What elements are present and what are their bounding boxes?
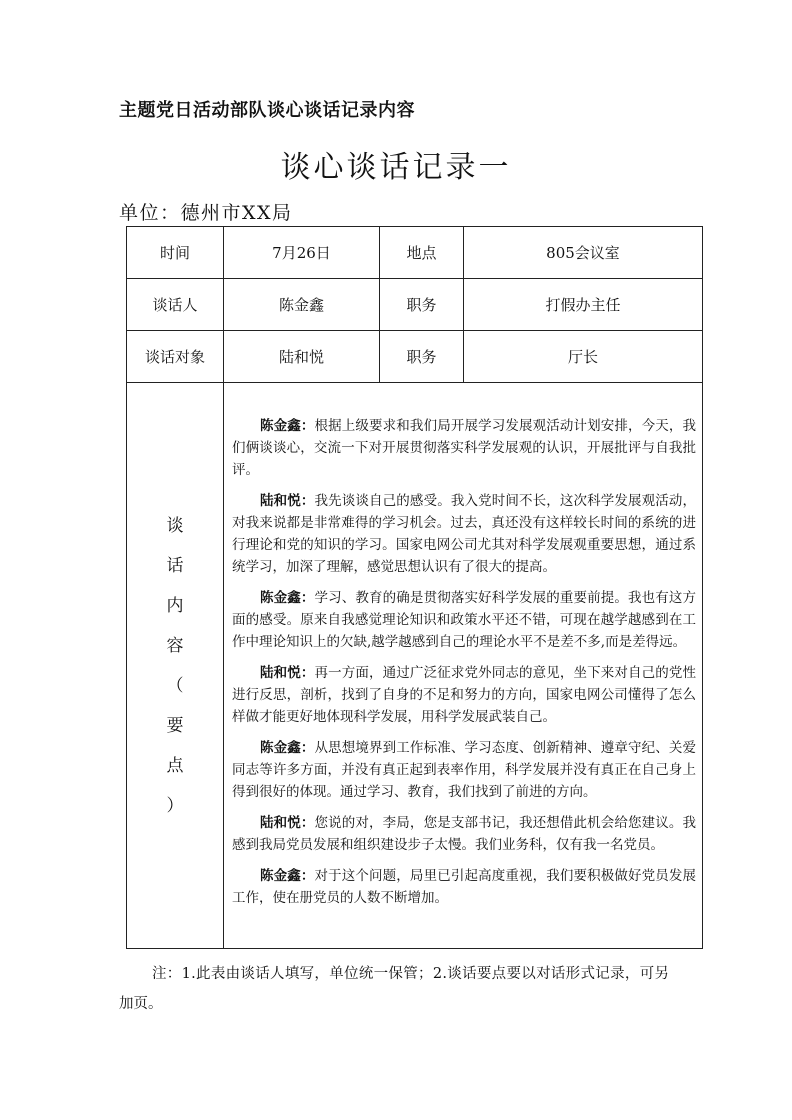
- speaker-position-label: 职务: [380, 279, 464, 331]
- dialogue-text: 我先谈谈自己的感受。我入党时间不长，这次科学发展观活动，对我来说都是非常难得的学习机会。过去，真还没有这样较长时间的系统的进行理论和党的知识的学习。国家电网公司尤其对科学发展观重要思想，通过系统学习，加深了理解，感觉思想认识有了很大的提高。: [232, 493, 697, 575]
- location-value: 805会议室: [464, 227, 703, 279]
- document-heading: 主题党日活动部队谈心谈话记录内容: [119, 100, 415, 121]
- dialogue-text: 对于这个问题，局里已引起高度重视，我们要积极做好党员发展工作，使在册党员的人数不断增加。: [232, 868, 697, 906]
- target-value: 陆和悦: [224, 331, 380, 383]
- content-label-char: ）: [166, 795, 184, 816]
- unit-line: 单位：德州市XX局: [119, 202, 293, 224]
- dialogue-paragraph: [232, 587, 696, 653]
- dialogue-speaker: 陆和悦：: [260, 665, 315, 681]
- content-label-char: 点: [166, 755, 184, 776]
- dialogue-text: 从思想境界到工作标准、学习态度、创新精神、遵章守纪、关爱同志等许多方面，并没有真正起到表率作用，科学发展并没有真正在自己身上得到很好的体现。通过学习、教育，我们找到了前进的方向。: [232, 740, 697, 800]
- table-row-content: [127, 383, 703, 949]
- dialogue-text: 您说的对，李局，您是支部书记，我还想借此机会给您建议。我感到我局党员发展和组织建设步子太慢。我们业务科，仅有我一名党员。: [232, 815, 697, 853]
- dialogue-speaker: 陈金鑫：: [260, 418, 315, 434]
- content-label-char: 容: [166, 635, 184, 656]
- dialogue-speaker: 陆和悦：: [260, 493, 315, 509]
- target-position-label: 职务: [380, 331, 464, 383]
- content-label-char: 谈: [166, 515, 184, 536]
- dialogue-text: 根据上级要求和我们局开展学习发展观活动计划安排，今天，我们俩谈谈心，交流一下对开展贯彻落实科学发展观的认识，开展批评与自我批评。: [232, 418, 697, 478]
- dialogue-speaker: 陆和悦：: [260, 815, 315, 831]
- dialogue-paragraph: [232, 662, 696, 728]
- footnote-line-2: 加页。: [119, 996, 163, 1012]
- dialogue-paragraph: [232, 812, 696, 856]
- location-label: 地点: [380, 227, 464, 279]
- content-label-char: 要: [166, 715, 184, 736]
- dialogue-paragraph: [232, 415, 696, 481]
- content-label-char: 话: [166, 555, 184, 576]
- dialogue-speaker: 陈金鑫：: [260, 868, 315, 884]
- record-title: 谈心谈话记录一: [280, 150, 512, 185]
- speaker-position-value: 打假办主任: [464, 279, 703, 331]
- dialogue-speaker: 陈金鑫：: [260, 590, 315, 606]
- content-label-char: 内: [166, 595, 184, 616]
- content-label-char: （: [166, 675, 184, 696]
- target-position-value: 厅长: [464, 331, 703, 383]
- dialogue-text: 学习、教育的确是贯彻落实好科学发展的重要前提。我也有这方面的感受。原来自我感觉理论知识和政策水平还不错，可现在越学越感到在工作中理论知识上的欠缺,越学越感到自己的理论水平不是差不多,而是差得远。: [232, 590, 697, 650]
- speaker-value: 陈金鑫: [224, 279, 380, 331]
- footnote-line-1: 注：1.此表由谈话人填写，单位统一保管；2.谈话要点要以对话形式记录，可另: [152, 966, 670, 982]
- table-row-speaker: [127, 279, 703, 331]
- table-row-time: [127, 227, 703, 279]
- dialogue-paragraph: [232, 490, 696, 578]
- time-value: 7月26日: [224, 227, 380, 279]
- dialogue-speaker: 陈金鑫：: [260, 740, 315, 756]
- target-label: 谈话对象: [127, 331, 224, 383]
- speaker-label: 谈话人: [127, 279, 224, 331]
- dialogue-paragraph: [232, 865, 696, 909]
- time-label: 时间: [127, 227, 224, 279]
- dialogue-text: 再一方面，通过广泛征求党外同志的意见，坐下来对自己的党性进行反思，剖析，找到了自身的不足和努力的方向，国家电网公司懂得了怎么样做才能更好地体现科学发展，用科学发展武装自己。: [232, 665, 697, 725]
- dialogue-paragraph: [232, 737, 696, 803]
- table-row-target: [127, 331, 703, 383]
- talk-record-table: [126, 226, 703, 949]
- content-label-cell: [127, 383, 224, 949]
- content-label: [127, 506, 223, 826]
- dialogue-content: [224, 383, 703, 949]
